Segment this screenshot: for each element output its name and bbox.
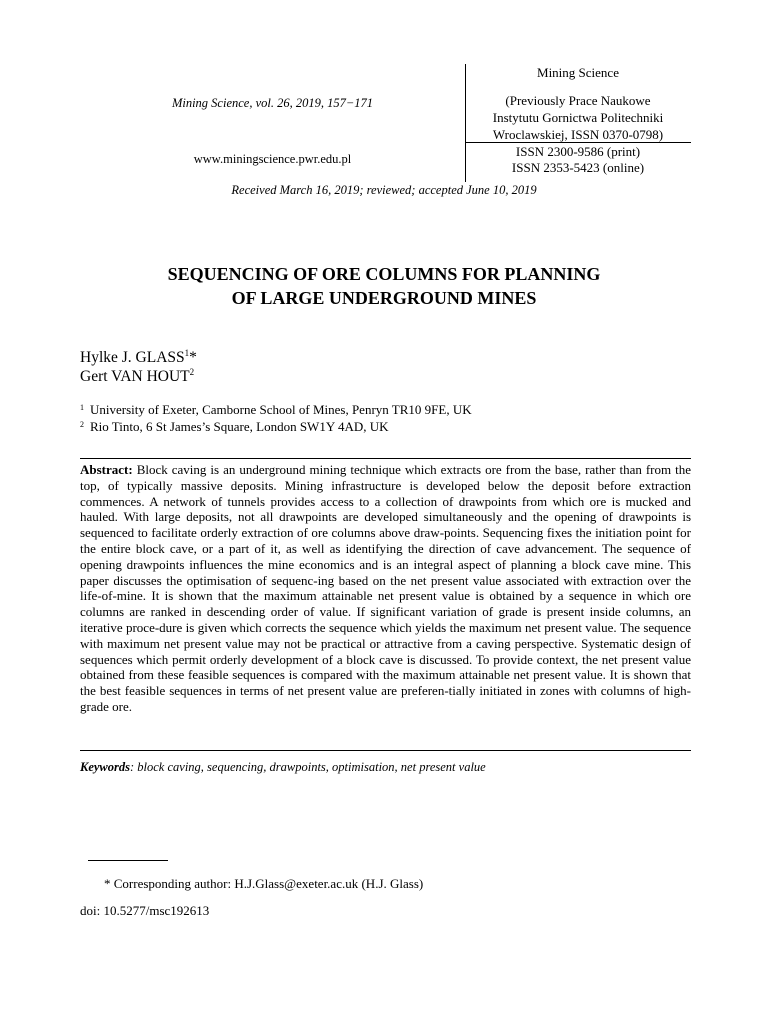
abstract-text: Block caving is an underground mining technique which extracts ore from the base, rather than from the top, of typically massive deposits. Mining infrastructure is developed below the deposit before extraction commences. A network of tunnels provides access to a collection of drawpoints from which ore is mucked and hauled. With large deposits, not all drawpoints are developed simultaneously and the opening of drawpoints is sequenced to facilitate orderly extraction of ore columns above draw-points. Sequencing fixes the initiation point for the entire block cave, or a part of it, as well as identifying the direction of cave advancement. The sequence of opening drawpoints influences the mine economics and is an integral aspect of planning a block cave mine. This paper discusses the optimisation of sequenc-ing based on the net present value associated with extraction over the life-of-mine. It is shown that the maximum attainable net present value is obtained by a sequence in which ore columns are ranked in descending order of value. If significant variation of grade is present inside columns, an iterative proce-dure is given which corrects the sequence which yields the maximum net present value. The sequence with maximum net present value may not be practical or attractive from a caving perspective. Systematic design of sequences which permit orderly development of a block cave is discussed. To provide context, the net present value obtained from these feasible sequences is compared with the maximum attainable net present value. It is shown that the best feasible sequences in terms of net present value are preferen-tially initiated in zones with columns of high-grade ore.	[80, 462, 692, 714]
affiliation-text: Rio Tinto, 6 St James’s Square, London SW1Y 4AD, UK	[90, 419, 389, 434]
footnote-rule	[88, 860, 168, 861]
previous-name-line: Wroclawskiej, ISSN 0370-0798)	[492, 127, 664, 142]
affiliation	[80, 418, 472, 435]
issn-print: ISSN 2300-9586 (print)	[515, 144, 641, 159]
abstract-rule-top	[80, 458, 691, 459]
author-affiliation-mark: 1	[184, 347, 190, 358]
author	[80, 348, 197, 367]
author-list	[80, 348, 197, 386]
affiliation-number: 1	[80, 403, 84, 412]
corresponding-author-footnote: * Corresponding author: H.J.Glass@exeter.ac.uk (H.J. Glass)	[104, 876, 424, 891]
journal-citation: Mining Science, vol. 26, 2019, 157−171	[171, 96, 374, 110]
abstract	[80, 462, 691, 715]
previous-name-line: Instytutu Gornictwa Politechniki	[492, 110, 664, 125]
issn-block	[466, 144, 690, 176]
author-affiliation-mark: 2	[189, 366, 195, 377]
affiliation-list	[80, 401, 472, 435]
title-line: SEQUENCING OF ORE COLUMNS FOR PLANNING	[167, 264, 601, 284]
title-line: OF LARGE UNDERGROUND MINES	[231, 288, 537, 308]
author-name: Hylke J. GLASS	[80, 349, 185, 366]
journal-name: Mining Science	[537, 65, 619, 80]
corresponding-mark: *	[189, 349, 197, 366]
affiliation	[80, 401, 472, 418]
author-name: Gert VAN HOUT	[80, 368, 190, 385]
keywords	[80, 760, 691, 775]
keywords-text: : block caving, sequencing, drawpoints, optimisation, net present value	[130, 760, 486, 774]
paper-title	[0, 262, 768, 310]
previous-name-line: (Previously Prace Naukowe	[505, 93, 651, 108]
abstract-rule-bottom	[80, 750, 691, 751]
doi[interactable]: doi: 10.5277/msc192613	[80, 903, 210, 918]
abstract-label: Abstract:	[80, 462, 133, 477]
author	[80, 367, 197, 386]
affiliation-text: University of Exeter, Camborne School of Mines, Penryn TR10 9FE, UK	[90, 402, 472, 417]
journal-previous-name	[466, 92, 690, 143]
keywords-label: Keywords	[80, 760, 130, 774]
received-dates: Received March 16, 2019; reviewed; accepted June 10, 2019	[231, 183, 537, 197]
affiliation-number: 2	[80, 420, 84, 429]
issn-online: ISSN 2353-5423 (online)	[511, 160, 645, 175]
journal-website[interactable]: www.miningscience.pwr.edu.pl	[193, 152, 352, 166]
